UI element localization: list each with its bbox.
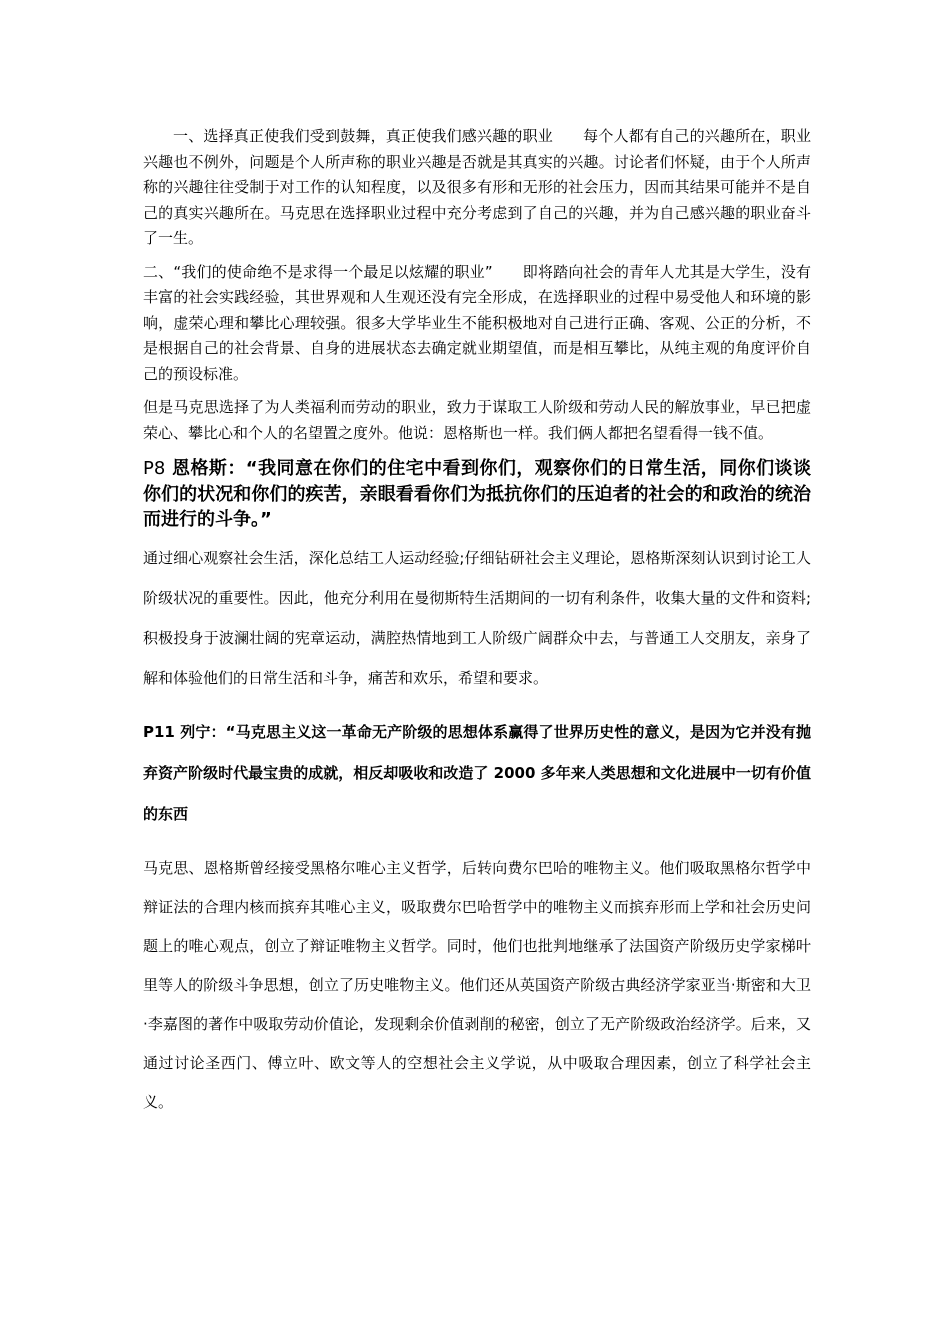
paragraph-engels-observation: 通过细心观察社会生活，深化总结工人运动经验;仔细钻研社会主义理论，恩格斯深刻认识到讨论工人阶级状况的重要性。因此，他充分利用在曼彻斯特生活期间的一切有利条件，收集大量的文件和资料;积极投身于波澜壮阔的宪章运动，满腔热情地到工人阶级广阔群众中去，与普通工人交朋友，亲身了解和体验他们的日常生活和斗争，痛苦和欢乐，希望和要求。 [143,548,811,687]
paragraph-mission [143,260,811,388]
paragraph-body: 即将踏向社会的青年人尤其是大学生，没有丰富的社会实践经验，其世界观和人生观还没有完全形成，在选择职业的过程中易受他人和环境的影响，虚荣心理和攀比心理较强。很多大学毕业生不能积极地对自己进行正确、客观、公正的分析，不是根据自己的社会背景、自身的进展状态去确定就业期望值，而是相互攀比，从纯主观的角度评价自己的预设标准。 [143,262,811,383]
document-page [143,124,811,1122]
quote-engels [143,456,811,533]
paragraph-body: 每个人都有自己的兴趣所在，职业兴趣也不例外，问题是个人所声称的职业兴趣是否就是其真实的兴趣。讨论者们怀疑，由于个人所声称的兴趣往往受制于对工作的认知程度，以及很多有形和无形的社会压力，因而其结果可能并不是自己的真实兴趣所在。马克思在选择职业过程中充分考虑到了自己的兴趣，并为自己感兴趣的职业奋斗了一生。 [143,127,811,247]
quote-lenin: P11 列宁：“马克思主义这一革命无产阶级的思想体系赢得了世界历史性的意义，是因为它并没有抛弃资产阶级时代最宝贵的成就，相反却吸收和改造了 2000 多年来人类思想和文化进展中一切有价值的东西 [143,722,811,823]
paragraph-marx-choice: 但是马克思选择了为人类福利而劳动的职业，致力于谋取工人阶级和劳动人民的解放事业，早已把虚荣心、攀比心和个人的名望置之度外。他说：恩格斯也一样。我们俩人都把名望看得一钱不值。 [143,398,811,442]
quote-page-number: P8 [143,458,166,479]
paragraph-marxism-sources: 马克思、恩格斯曾经接受黑格尔唯心主义哲学，后转向费尔巴哈的唯物主义。他们吸取黑格尔哲学中辩证法的合理内核而摈弃其唯心主义，吸取费尔巴哈哲学中的唯物主义而摈弃形而上学和社会历史问题上的唯心观点，创立了辩证唯物主义哲学。同时，他们也批判地继承了法国资产阶级历史学家梯叶里等人的阶级斗争思想，创立了历史唯物主义。他们还从英国资产阶级古典经济学家亚当·斯密和大卫·李嘉图的著作中吸取劳动价值论，发现剩余价值剥削的秘密，创立了无产阶级政治经济学。后来，又通过讨论圣西门、傅立叶、欧文等人的空想社会主义学说，从中吸取合理因素，创立了科学社会主义。 [143,858,811,1111]
paragraph-heading: 一、选择真正使我们受到鼓舞，真正使我们感兴趣的职业 [173,127,553,145]
quote-text: 恩格斯：“我同意在你们的住宅中看到你们，观察你们的日常生活，同你们谈谈你们的状况和你们的疾苦，亲眼看看你们为抵抗你们的压迫者的社会的和政治的统治而进行的斗争。” [143,458,811,530]
paragraph-career-interest [143,124,811,252]
paragraph-heading: 二、“我们的使命绝不是求得一个最足以炫耀的职业” [143,262,493,281]
